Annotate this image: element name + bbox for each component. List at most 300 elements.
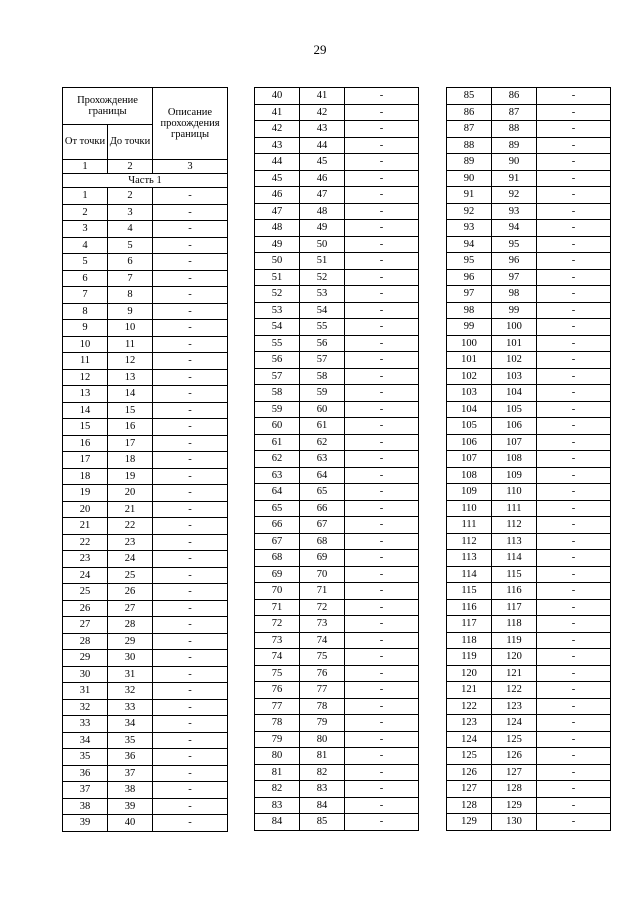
cell-from-point: 25 [63, 584, 108, 601]
cell-to-point: 10 [108, 320, 153, 337]
cell-from-point: 100 [447, 335, 492, 352]
cell-to-point: 130 [492, 814, 537, 831]
cell-from-point: 47 [255, 203, 300, 220]
cell-to-point: 98 [492, 286, 537, 303]
cell-from-point: 1 [63, 188, 108, 205]
cell-to-point: 39 [108, 798, 153, 815]
cell-to-point: 68 [300, 533, 345, 550]
table-row [447, 335, 611, 352]
cell-description: - [345, 385, 419, 402]
cell-description: - [153, 353, 228, 370]
cell-from-point: 116 [447, 599, 492, 616]
cell-to-point: 104 [492, 385, 537, 402]
cell-from-point: 20 [63, 501, 108, 518]
table-row [255, 335, 419, 352]
table-row [447, 500, 611, 517]
cell-to-point: 60 [300, 401, 345, 418]
table-row [255, 583, 419, 600]
cell-from-point: 7 [63, 287, 108, 304]
cell-from-point: 125 [447, 748, 492, 765]
table-row [63, 683, 228, 700]
table-row [255, 170, 419, 187]
cell-from-point: 108 [447, 467, 492, 484]
table-row [447, 599, 611, 616]
cell-to-point: 14 [108, 386, 153, 403]
cell-to-point: 5 [108, 237, 153, 254]
cell-description: - [537, 302, 611, 319]
cell-description: - [153, 468, 228, 485]
table-row [63, 815, 228, 832]
cell-from-point: 124 [447, 731, 492, 748]
cell-from-point: 51 [255, 269, 300, 286]
cell-from-point: 119 [447, 649, 492, 666]
cell-from-point: 65 [255, 500, 300, 517]
cell-description: - [537, 632, 611, 649]
cell-description: - [345, 319, 419, 336]
table-row [255, 550, 419, 567]
table-row [63, 419, 228, 436]
cell-from-point: 8 [63, 303, 108, 320]
cell-to-point: 114 [492, 550, 537, 567]
table-row [63, 732, 228, 749]
table-row [447, 418, 611, 435]
cell-description: - [345, 566, 419, 583]
table-row [447, 319, 611, 336]
cell-to-point: 87 [492, 104, 537, 121]
table-row [63, 765, 228, 782]
cell-from-point: 87 [447, 121, 492, 138]
cell-description: - [345, 170, 419, 187]
cell-description: - [345, 401, 419, 418]
header-col-number: 2 [108, 160, 153, 174]
table-row [447, 698, 611, 715]
cell-to-point: 76 [300, 665, 345, 682]
page-number: 29 [313, 42, 327, 57]
cell-to-point: 75 [300, 649, 345, 666]
cell-description: - [153, 501, 228, 518]
cell-description: - [345, 121, 419, 138]
cell-description: - [537, 418, 611, 435]
table-row [255, 748, 419, 765]
table-row [63, 798, 228, 815]
table-row [63, 716, 228, 733]
cell-to-point: 106 [492, 418, 537, 435]
cell-to-point: 123 [492, 698, 537, 715]
cell-from-point: 13 [63, 386, 108, 403]
cell-from-point: 67 [255, 533, 300, 550]
cell-to-point: 36 [108, 749, 153, 766]
table-row [447, 649, 611, 666]
cell-to-point: 113 [492, 533, 537, 550]
cell-description: - [537, 533, 611, 550]
cell-from-point: 6 [63, 270, 108, 287]
cell-to-point: 122 [492, 682, 537, 699]
cell-to-point: 3 [108, 204, 153, 221]
cell-to-point: 27 [108, 600, 153, 617]
boundary-table-part-1 [62, 87, 228, 832]
table-row [447, 88, 611, 105]
cell-to-point: 57 [300, 352, 345, 369]
cell-from-point: 105 [447, 418, 492, 435]
cell-to-point: 109 [492, 467, 537, 484]
cell-to-point: 115 [492, 566, 537, 583]
cell-from-point: 111 [447, 517, 492, 534]
table-row [447, 814, 611, 831]
cell-from-point: 96 [447, 269, 492, 286]
cell-from-point: 94 [447, 236, 492, 253]
cell-to-point: 43 [300, 121, 345, 138]
cell-description: - [537, 286, 611, 303]
table-row [255, 385, 419, 402]
cell-to-point: 70 [300, 566, 345, 583]
cell-description: - [537, 220, 611, 237]
cell-to-point: 55 [300, 319, 345, 336]
cell-from-point: 97 [447, 286, 492, 303]
table-row [255, 517, 419, 534]
cell-description: - [153, 765, 228, 782]
cell-to-point: 96 [492, 253, 537, 270]
table-row [447, 253, 611, 270]
table-row [255, 104, 419, 121]
cell-description: - [345, 236, 419, 253]
cell-description: - [537, 253, 611, 270]
cell-to-point: 38 [108, 782, 153, 799]
cell-to-point: 83 [300, 781, 345, 798]
table-row [63, 518, 228, 535]
cell-description: - [345, 203, 419, 220]
table-row [255, 698, 419, 715]
cell-from-point: 123 [447, 715, 492, 732]
cell-from-point: 129 [447, 814, 492, 831]
cell-description: - [153, 782, 228, 799]
cell-description: - [345, 764, 419, 781]
cell-from-point: 128 [447, 797, 492, 814]
cell-from-point: 90 [447, 170, 492, 187]
cell-description: - [537, 352, 611, 369]
cell-to-point: 110 [492, 484, 537, 501]
table-row [255, 401, 419, 418]
table-row [255, 368, 419, 385]
cell-from-point: 2 [63, 204, 108, 221]
cell-to-point: 8 [108, 287, 153, 304]
table-row [447, 220, 611, 237]
cell-description: - [537, 781, 611, 798]
table-row [255, 781, 419, 798]
cell-description: - [153, 320, 228, 337]
cell-to-point: 79 [300, 715, 345, 732]
cell-to-point: 33 [108, 699, 153, 716]
cell-description: - [153, 452, 228, 469]
cell-from-point: 107 [447, 451, 492, 468]
table-row [447, 566, 611, 583]
table-row [447, 269, 611, 286]
table-row [63, 452, 228, 469]
table-row [63, 551, 228, 568]
table-row [63, 501, 228, 518]
cell-description: - [153, 287, 228, 304]
cell-description: - [153, 749, 228, 766]
cell-from-point: 5 [63, 254, 108, 271]
cell-to-point: 82 [300, 764, 345, 781]
cell-from-point: 26 [63, 600, 108, 617]
table-row [447, 104, 611, 121]
cell-from-point: 57 [255, 368, 300, 385]
cell-description: - [537, 517, 611, 534]
cell-from-point: 66 [255, 517, 300, 534]
table-row [63, 303, 228, 320]
cell-description: - [153, 716, 228, 733]
cell-to-point: 69 [300, 550, 345, 567]
cell-to-point: 73 [300, 616, 345, 633]
cell-from-point: 98 [447, 302, 492, 319]
table-row [63, 749, 228, 766]
cell-to-point: 25 [108, 567, 153, 584]
table-row [63, 666, 228, 683]
cell-from-point: 93 [447, 220, 492, 237]
cell-from-point: 59 [255, 401, 300, 418]
cell-from-point: 91 [447, 187, 492, 204]
cell-from-point: 27 [63, 617, 108, 634]
cell-from-point: 104 [447, 401, 492, 418]
cell-description: - [345, 517, 419, 534]
cell-description: - [537, 401, 611, 418]
cell-to-point: 121 [492, 665, 537, 682]
cell-from-point: 74 [255, 649, 300, 666]
cell-description: - [345, 104, 419, 121]
cell-description: - [537, 203, 611, 220]
cell-to-point: 64 [300, 467, 345, 484]
cell-to-point: 125 [492, 731, 537, 748]
cell-description: - [345, 335, 419, 352]
cell-to-point: 95 [492, 236, 537, 253]
cell-to-point: 127 [492, 764, 537, 781]
boundary-table-part-2 [254, 87, 419, 831]
cell-description: - [537, 451, 611, 468]
cell-from-point: 38 [63, 798, 108, 815]
cell-description: - [537, 269, 611, 286]
cell-description: - [345, 302, 419, 319]
cell-from-point: 58 [255, 385, 300, 402]
cell-to-point: 119 [492, 632, 537, 649]
cell-from-point: 92 [447, 203, 492, 220]
cell-description: - [345, 781, 419, 798]
cell-from-point: 69 [255, 566, 300, 583]
cell-from-point: 81 [255, 764, 300, 781]
header-to-point: До точки [108, 125, 153, 160]
cell-to-point: 71 [300, 583, 345, 600]
cell-description: - [153, 386, 228, 403]
table-row [255, 467, 419, 484]
table-row [63, 567, 228, 584]
cell-from-point: 37 [63, 782, 108, 799]
cell-to-point: 94 [492, 220, 537, 237]
cell-description: - [153, 369, 228, 386]
table-row [63, 386, 228, 403]
cell-from-point: 53 [255, 302, 300, 319]
table-row [255, 203, 419, 220]
cell-from-point: 120 [447, 665, 492, 682]
cell-description: - [537, 236, 611, 253]
table-row [447, 187, 611, 204]
cell-to-point: 48 [300, 203, 345, 220]
table-row [63, 254, 228, 271]
cell-from-point: 77 [255, 698, 300, 715]
table-row [255, 88, 419, 105]
cell-to-point: 66 [300, 500, 345, 517]
cell-description: - [345, 467, 419, 484]
cell-from-point: 101 [447, 352, 492, 369]
cell-description: - [153, 798, 228, 815]
cell-description: - [153, 485, 228, 502]
cell-description: - [345, 137, 419, 154]
cell-from-point: 10 [63, 336, 108, 353]
cell-description: - [537, 88, 611, 105]
cell-to-point: 111 [492, 500, 537, 517]
cell-to-point: 40 [108, 815, 153, 832]
cell-to-point: 12 [108, 353, 153, 370]
cell-to-point: 26 [108, 584, 153, 601]
cell-to-point: 18 [108, 452, 153, 469]
cell-to-point: 88 [492, 121, 537, 138]
cell-description: - [153, 270, 228, 287]
table-row [63, 600, 228, 617]
table-row [63, 237, 228, 254]
cell-to-point: 72 [300, 599, 345, 616]
table-row [63, 204, 228, 221]
cell-description: - [153, 435, 228, 452]
cell-to-point: 6 [108, 254, 153, 271]
table-row [447, 170, 611, 187]
table-row [255, 764, 419, 781]
table-row [255, 649, 419, 666]
cell-from-point: 72 [255, 616, 300, 633]
table-row [255, 451, 419, 468]
table-row [63, 782, 228, 799]
table-row [63, 534, 228, 551]
cell-from-point: 50 [255, 253, 300, 270]
table-row [447, 616, 611, 633]
table-row [447, 484, 611, 501]
cell-to-point: 74 [300, 632, 345, 649]
cell-from-point: 28 [63, 633, 108, 650]
cell-to-point: 105 [492, 401, 537, 418]
table-row [63, 468, 228, 485]
table-row [255, 269, 419, 286]
table-row [63, 435, 228, 452]
cell-from-point: 31 [63, 683, 108, 700]
table-row [255, 682, 419, 699]
table-row [255, 236, 419, 253]
table-row [255, 418, 419, 435]
table-row [447, 715, 611, 732]
cell-to-point: 100 [492, 319, 537, 336]
cell-to-point: 23 [108, 534, 153, 551]
cell-description: - [537, 682, 611, 699]
cell-to-point: 86 [492, 88, 537, 105]
cell-description: - [345, 253, 419, 270]
table-row [447, 682, 611, 699]
cell-from-point: 126 [447, 764, 492, 781]
cell-description: - [537, 764, 611, 781]
table-row [447, 286, 611, 303]
table-row [255, 715, 419, 732]
cell-description: - [153, 188, 228, 205]
cell-description: - [153, 336, 228, 353]
cell-from-point: 54 [255, 319, 300, 336]
table-row [255, 302, 419, 319]
cell-description: - [345, 269, 419, 286]
cell-description: - [537, 434, 611, 451]
cell-description: - [345, 599, 419, 616]
cell-from-point: 21 [63, 518, 108, 535]
cell-description: - [345, 368, 419, 385]
table-body-2 [255, 88, 419, 831]
table-row [63, 353, 228, 370]
cell-description: - [345, 220, 419, 237]
cell-to-point: 56 [300, 335, 345, 352]
cell-description: - [537, 319, 611, 336]
table-row [447, 385, 611, 402]
cell-to-point: 7 [108, 270, 153, 287]
cell-description: - [537, 731, 611, 748]
cell-from-point: 112 [447, 533, 492, 550]
cell-description: - [345, 352, 419, 369]
cell-from-point: 64 [255, 484, 300, 501]
cell-description: - [345, 698, 419, 715]
cell-to-point: 116 [492, 583, 537, 600]
cell-to-point: 22 [108, 518, 153, 535]
table-row [447, 302, 611, 319]
cell-from-point: 106 [447, 434, 492, 451]
cell-to-point: 20 [108, 485, 153, 502]
cell-description: - [153, 699, 228, 716]
cell-to-point: 42 [300, 104, 345, 121]
cell-to-point: 52 [300, 269, 345, 286]
cell-description: - [345, 418, 419, 435]
cell-from-point: 9 [63, 320, 108, 337]
cell-to-point: 118 [492, 616, 537, 633]
table-row [255, 731, 419, 748]
table-row [255, 121, 419, 138]
cell-description: - [153, 732, 228, 749]
cell-from-point: 121 [447, 682, 492, 699]
cell-description: - [537, 187, 611, 204]
cell-from-point: 33 [63, 716, 108, 733]
cell-description: - [345, 715, 419, 732]
table-row [447, 665, 611, 682]
cell-description: - [345, 616, 419, 633]
cell-description: - [537, 698, 611, 715]
cell-description: - [537, 368, 611, 385]
cell-description: - [537, 121, 611, 138]
cell-description: - [345, 748, 419, 765]
table-row [255, 187, 419, 204]
cell-description: - [345, 814, 419, 831]
cell-description: - [537, 500, 611, 517]
cell-to-point: 128 [492, 781, 537, 798]
cell-to-point: 2 [108, 188, 153, 205]
cell-from-point: 17 [63, 452, 108, 469]
table-row [447, 236, 611, 253]
cell-from-point: 48 [255, 220, 300, 237]
cell-from-point: 84 [255, 814, 300, 831]
cell-from-point: 49 [255, 236, 300, 253]
cell-to-point: 46 [300, 170, 345, 187]
cell-description: - [345, 682, 419, 699]
cell-to-point: 120 [492, 649, 537, 666]
cell-from-point: 34 [63, 732, 108, 749]
cell-description: - [345, 550, 419, 567]
